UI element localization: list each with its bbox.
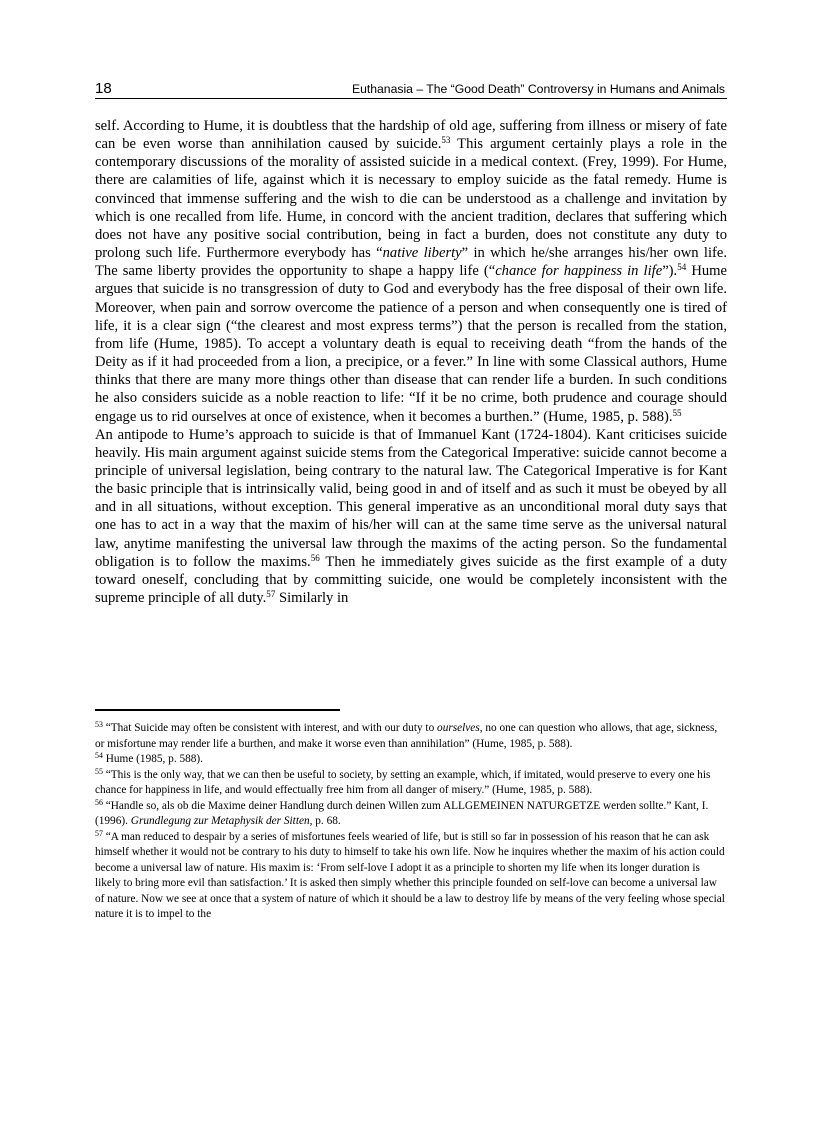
text-run: Hume argues that suicide is no transgression of duty to God and everybody has the free disposal of their own life. Moreover, when pain and sorrow overcome the patience of a person and when consequently one is tired of life, it is a clear sign (“the clearest and most express terms”) that the person is recalled from the station, from life (Hume, 1985). To accept a voluntary death is equal to receiving death “from the hands of the Deity as if it had proceeded from a lion, a precipice, or a fever.” In line with some Classical authors, Hume thinks that there are many more things other than disease that can render life a burden. In such conditions he also considers suicide as a noble reaction to life: “If it be no crime, both prudence and courage should engage us to rid ourselves at once of existence, when it becomes a burthen.” (Hume, 1985, p. 588). — [95, 263, 727, 425]
footnote-separator — [95, 709, 340, 711]
footnote-number: 53 — [95, 720, 103, 730]
text-run: Similarly in — [275, 590, 349, 607]
footnote-emphasis: Grundlegung zur Metaphysik der Sitten — [130, 815, 310, 827]
page-number: 18 — [95, 80, 112, 97]
footnote-text: “This is the only way, that we can then be useful to society, by setting an example, which, if imitated, would preserve to every one his chance for happiness in life, and would effectually free him from all danger of misery.” (Hume, 1985, p. 588). — [95, 768, 711, 796]
footnote-text: Hume (1985, p. 588). — [102, 753, 203, 765]
text-run: ”). — [662, 263, 678, 280]
emphasis-chance-for-happiness: chance for happiness in life — [495, 263, 663, 280]
footnote-55 — [95, 768, 727, 799]
footnote-text: “A man reduced to despair by a series of misfortunes feels wearied of life, but is still so far in possession of his reason that he can ask himself whether it would not be contrary to his duty to himself to take his own life. Now he inquires whether the maxim of his action could become a universal law of nature. His maxim is: ‘From self-love I adopt it as a principle to shorten my life when its longer duration is likely to bring more evil than satisfaction.’ It is asked then simply whether this principle founded on self-love can become a universal law of nature. Now we see at once that a system of nature of which it should be a law to destroy life by means of the very feeling whose special nature it is to impel to the — [95, 830, 725, 920]
paragraph-kant — [95, 426, 727, 608]
paragraph-hume — [95, 117, 727, 426]
footnote-emphasis: ourselves — [437, 722, 480, 734]
text-run: This argument certainly plays a role in the contemporary discussions of the morality of assisted suicide in a medical context. (Frey, 1999). For Hume, there are calamities of life, against which it is necessary to employ suicide as the fatal remedy. Hume is convinced that immense suffering and the wish to die can be understood as a challenge and invitation by which is one recalled from life. Hume, in concord with the ancient tradition, declares that suffering which does not have any positive social contribution, being in fact a burden, does not constitute any duty to prolong such life. Furthermore everybody has “ — [95, 136, 727, 262]
emphasis-native-liberty: native liberty — [382, 245, 462, 262]
footnote-ref-53[interactable]: 53 — [441, 135, 451, 146]
footnote-ref-56[interactable]: 56 — [310, 552, 320, 563]
footnotes — [95, 721, 727, 923]
footnote-number: 55 — [95, 766, 103, 776]
text-run: ” in which he/she arranges his/her own life. The same liberty provides the opportunity to shape a happy life (“ — [95, 245, 728, 280]
footnote-54 — [95, 752, 727, 768]
footnote-number: 56 — [95, 797, 103, 807]
footnote-56 — [95, 799, 727, 830]
footnote-text: , p. 68. — [309, 815, 341, 827]
footnote-text: , no one can question who allows, that age, sickness, or misfortune may render life a burthen, and make it worse even than annihilation” (Hume, 1985, p. 588). — [95, 722, 718, 750]
text-run: Then he immediately gives suicide as the first example of a duty toward oneself, concluding that by committing suicide, one would be completely inconsistent with the supreme principle of all duty. — [95, 553, 727, 607]
running-title: Euthanasia – The “Good Death” Controversy in Humans and Animals — [351, 82, 725, 96]
footnote-text: “That Suicide may often be consistent with interest, and with our duty to — [102, 722, 438, 734]
footnote-ref-54[interactable]: 54 — [677, 262, 687, 273]
footnote-number: 57 — [95, 828, 103, 838]
footnote-text: “Handle so, als ob die Maxime deiner Handlung durch deinen Willen zum ALLGEMEINEN NATURGETZE werden sollte.” Kant, I. (1996). — [95, 799, 709, 827]
footnote-57 — [95, 830, 727, 923]
text-run: self. According to Hume, it is doubtless that the hardship of old age, suffering from illness or misery of fate can be even worse than annihilation caused by suicide. — [95, 118, 727, 153]
footnote-53 — [95, 721, 727, 752]
text-run: An antipode to Hume’s approach to suicide is that of Immanuel Kant (1724-1804). Kant criticises suicide heavily. His main argument against suicide stems from the Categorical Imperative: suicide cannot become a principle of universal legislation, being contrary to the natural law. The Categorical Imperative is for Kant the basic principle that is intrinsically valid, being good in and of itself and as such it must be obeyed by all and in all situations, without exception. This general imperative as an unconditional moral duty says that one has to act in a way that the maxim of his/her will can at the same time serve as the universal natural law, anytime manifesting the universal law through the maxims of the acting person. So the fundamental obligation is to follow the maxims. — [95, 426, 727, 570]
footnote-ref-55[interactable]: 55 — [672, 407, 682, 418]
footnote-number: 54 — [95, 751, 103, 761]
running-header — [95, 80, 727, 99]
footnote-ref-57[interactable]: 57 — [266, 589, 276, 600]
main-text — [95, 117, 727, 607]
